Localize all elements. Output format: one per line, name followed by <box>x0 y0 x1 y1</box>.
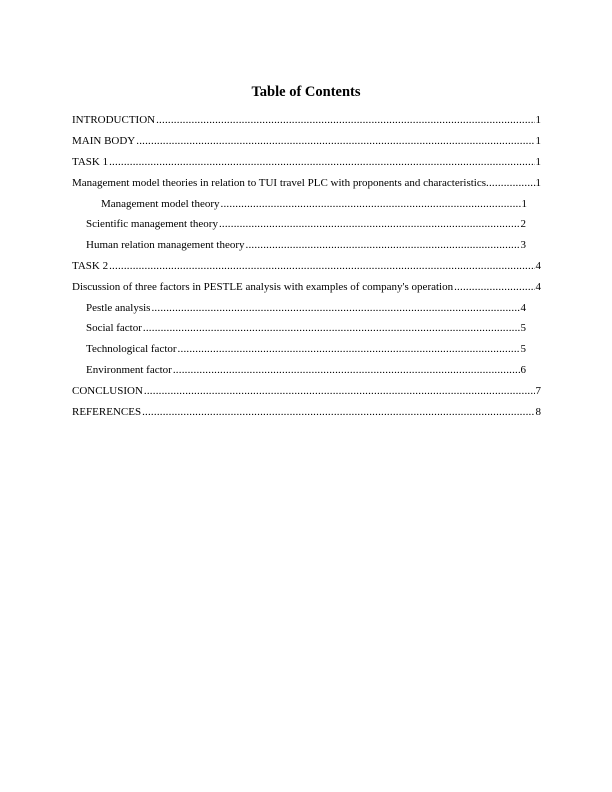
toc-entry-label: Pestle analysis <box>86 302 151 314</box>
toc-page-number: 6 <box>520 364 526 376</box>
toc-entry-human-relation-management-theory[interactable] <box>86 238 526 252</box>
dot-leader <box>178 342 520 356</box>
toc-entry-label: Scientific management theory <box>86 218 218 230</box>
dot-leader <box>109 259 534 273</box>
toc-entry-label: Management model theory <box>101 198 220 210</box>
toc-page-number: 4 <box>520 302 526 314</box>
toc-entry-references[interactable] <box>72 405 541 419</box>
toc-entry-label: Environment factor <box>86 364 172 376</box>
toc-page-number: 5 <box>520 322 526 334</box>
toc-entry-label: CONCLUSION <box>72 385 143 397</box>
toc-page-number: 3 <box>520 239 526 251</box>
toc-entry-management-model-theory[interactable] <box>101 197 527 211</box>
toc-page-number: 5 <box>520 343 526 355</box>
toc-entry-label: TASK 2 <box>72 260 109 272</box>
toc-page-number: 2 <box>520 218 526 230</box>
dot-leader <box>173 363 520 377</box>
toc-entry-label: Social factor <box>86 322 142 334</box>
toc-page-number: 8 <box>535 406 541 418</box>
toc-entry-pestle-analysis[interactable] <box>86 301 526 315</box>
toc-entry-label: MAIN BODY <box>72 135 136 147</box>
dot-leader <box>142 405 534 419</box>
toc-page-number: 1 <box>535 177 541 189</box>
dot-leader <box>246 238 520 252</box>
dot-leader <box>486 176 535 190</box>
toc-title: Table of Contents <box>251 84 361 100</box>
toc-entry-label: TASK 1 <box>72 156 109 168</box>
toc-entry-environment-factor[interactable] <box>86 363 526 377</box>
dot-leader <box>136 134 534 148</box>
dot-leader <box>144 384 535 398</box>
toc-entry-pestle-discussion[interactable] <box>72 280 541 294</box>
toc-entry-conclusion[interactable] <box>72 384 541 398</box>
toc-page-number: 1 <box>535 135 541 147</box>
toc-page-number: 1 <box>535 114 541 126</box>
toc-entry-label: Management model theories in relation to TUI travel PLC with proponents and characteristics <box>72 177 487 189</box>
toc-page-number: 1 <box>535 156 541 168</box>
toc-entry-label: REFERENCES <box>72 406 142 418</box>
toc-page-number: 1 <box>521 198 527 210</box>
toc-entry-task-1[interactable] <box>72 155 541 169</box>
toc-entry-social-factor[interactable] <box>86 321 526 335</box>
dot-leader <box>454 280 534 294</box>
toc-page-number: 4 <box>535 281 541 293</box>
toc-page-number: 7 <box>535 385 541 397</box>
toc-entry-label: Human relation management theory <box>86 239 245 251</box>
toc-entry-task-2[interactable] <box>72 259 541 273</box>
toc-entry-introduction[interactable] <box>72 113 541 127</box>
dot-leader <box>109 155 534 169</box>
toc-entry-scientific-management-theory[interactable] <box>86 217 526 231</box>
toc-entry-technological-factor[interactable] <box>86 342 526 356</box>
dot-leader <box>219 217 520 231</box>
toc-entry-management-model-theories[interactable] <box>72 176 541 190</box>
toc-page-number: 4 <box>535 260 541 272</box>
dot-leader <box>143 321 520 335</box>
dot-leader <box>156 113 534 127</box>
toc-entry-label: Discussion of three factors in PESTLE analysis with examples of company's operation <box>72 281 454 293</box>
toc-entry-main-body[interactable] <box>72 134 541 148</box>
toc-entry-label: INTRODUCTION <box>72 114 156 126</box>
dot-leader <box>151 301 519 315</box>
dot-leader <box>221 197 521 211</box>
toc-entry-label: Technological factor <box>86 343 177 355</box>
